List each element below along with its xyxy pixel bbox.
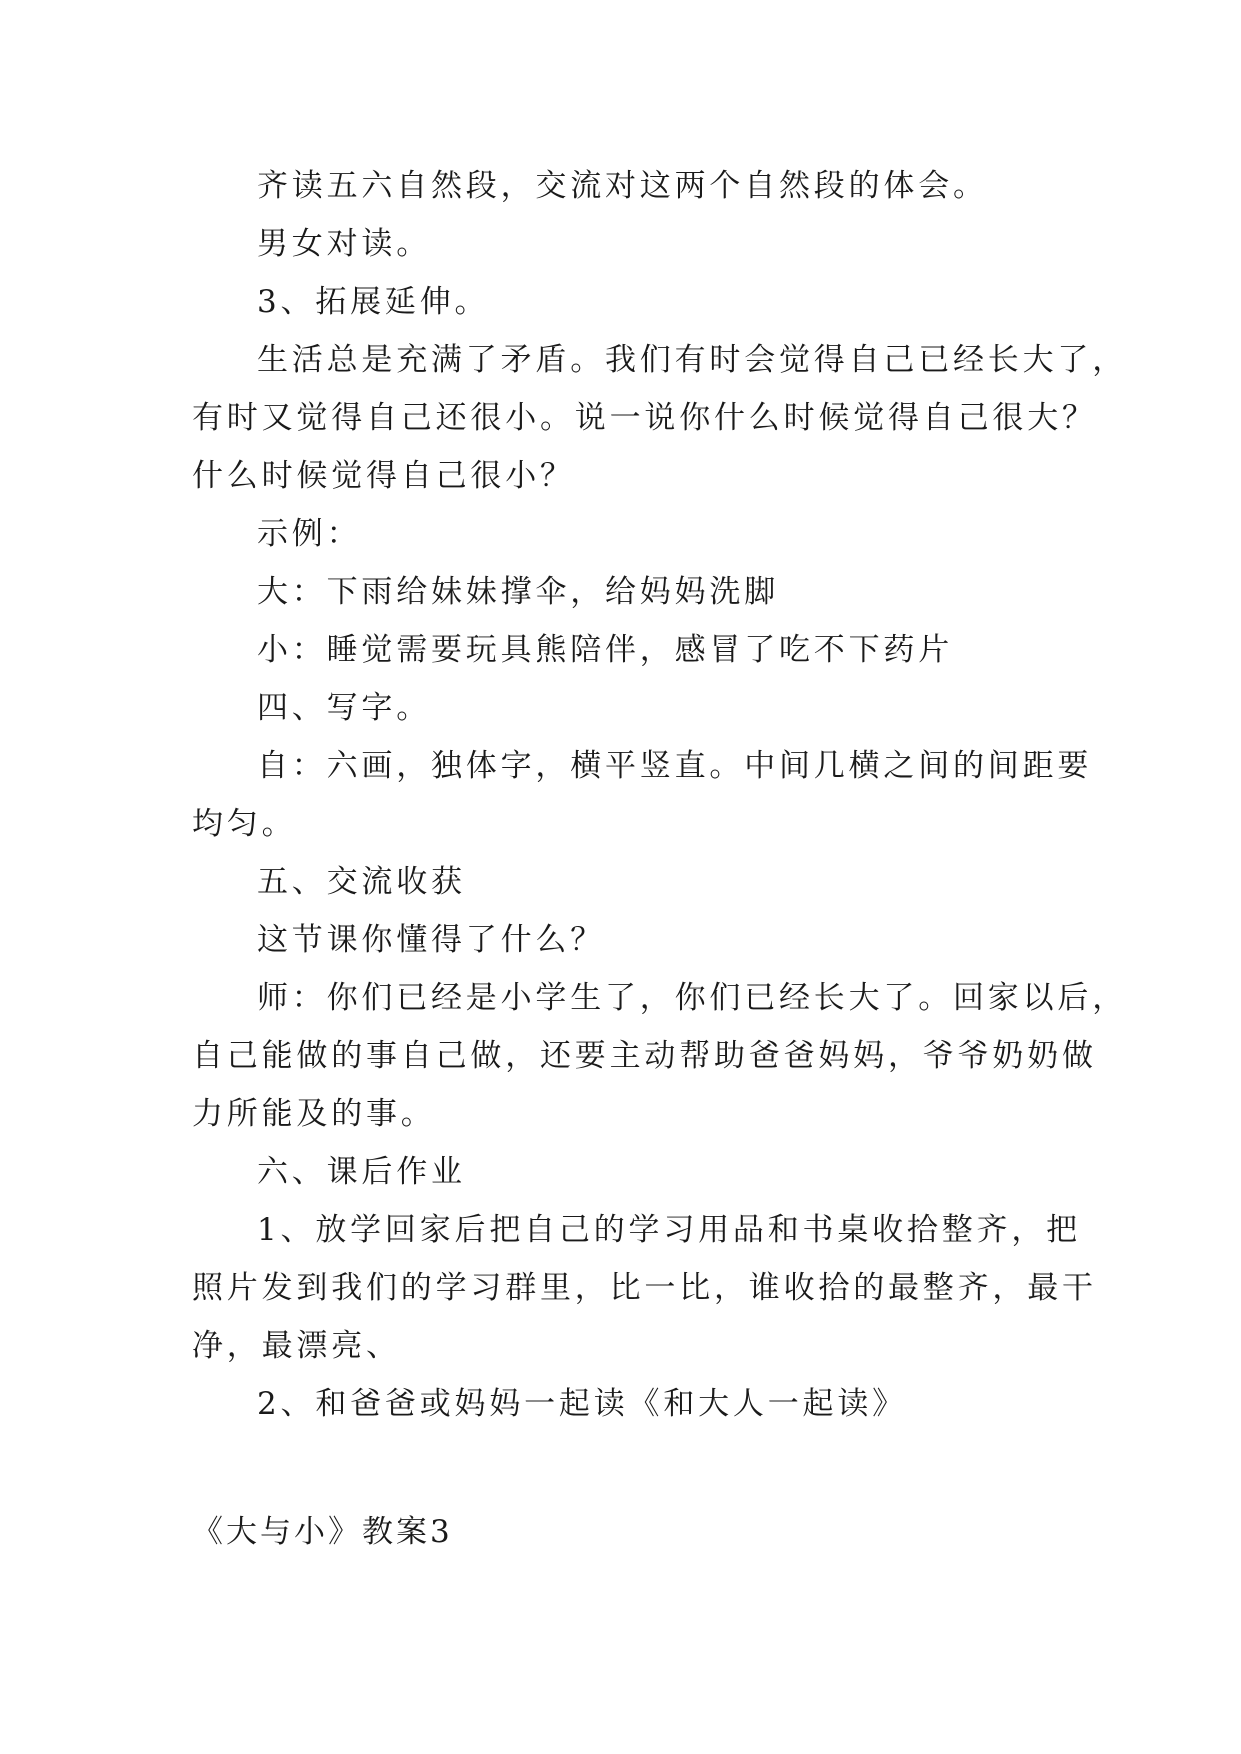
paragraph-line: 1、放学回家后把自己的学习用品和书桌收拾整齐，把 bbox=[257, 1212, 1081, 1248]
paragraph-line: 生活总是充满了矛盾。我们有时会觉得自己已经长大了， bbox=[257, 342, 1127, 378]
paragraph-line: 力所能及的事。 bbox=[192, 1096, 436, 1132]
paragraph-line: 六、课后作业 bbox=[257, 1154, 466, 1190]
paragraph-line: 有时又觉得自己还很小。说一说你什么时候觉得自己很大？ bbox=[192, 400, 1097, 436]
paragraph-line: 小：睡觉需要玩具熊陪伴，感冒了吃不下药片 bbox=[257, 632, 953, 668]
paragraph-line: 什么时候觉得自己很小？ bbox=[192, 458, 575, 494]
paragraph-line: 师：你们已经是小学生了，你们已经长大了。回家以后， bbox=[257, 980, 1127, 1016]
paragraph-line: 照片发到我们的学习群里，比一比，谁收拾的最整齐，最干 bbox=[192, 1270, 1097, 1306]
paragraph-line: 男女对读。 bbox=[257, 226, 431, 262]
paragraph-line: 自：六画，独体字，横平竖直。中间几横之间的间距要 bbox=[257, 748, 1093, 784]
paragraph-line: 这节课你懂得了什么？ bbox=[257, 922, 605, 958]
paragraph-line: 四、写字。 bbox=[257, 690, 431, 726]
paragraph-line: 示例： bbox=[257, 516, 362, 552]
paragraph-line: 大：下雨给妹妹撑伞，给妈妈洗脚 bbox=[257, 574, 779, 610]
paragraph-line: 净，最漂亮、 bbox=[192, 1328, 401, 1364]
section-heading: 《大与小》教案3 bbox=[192, 1514, 453, 1550]
paragraph-line: 3、拓展延伸。 bbox=[257, 284, 490, 320]
paragraph-line: 自己能做的事自己做，还要主动帮助爸爸妈妈，爷爷奶奶做 bbox=[192, 1038, 1097, 1074]
paragraph-line: 2、和爸爸或妈妈一起读《和大人一起读》 bbox=[257, 1386, 907, 1422]
paragraph-line: 均匀。 bbox=[192, 806, 297, 842]
paragraph-line: 齐读五六自然段，交流对这两个自然段的体会。 bbox=[257, 168, 988, 204]
paragraph-line: 五、交流收获 bbox=[257, 864, 466, 900]
